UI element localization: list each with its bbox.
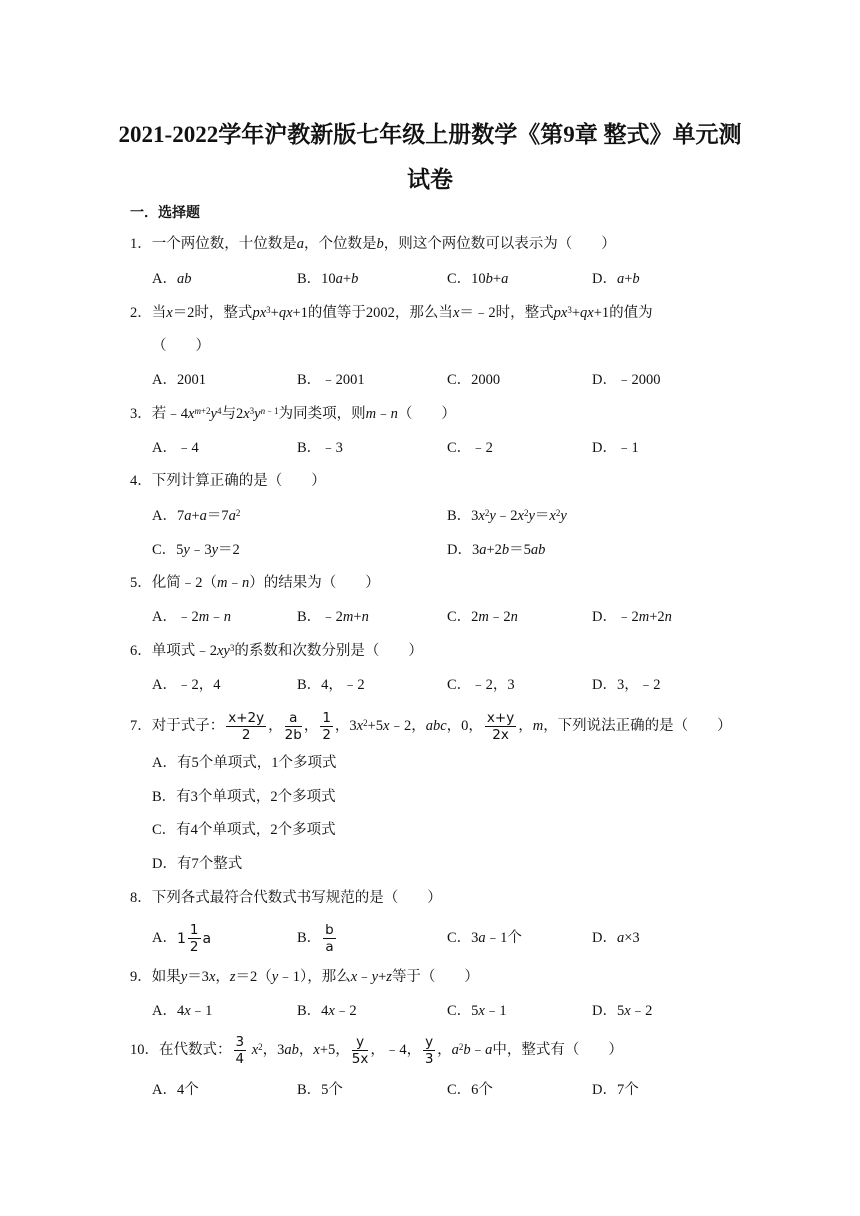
q6-option-a: A．﹣2，4	[152, 677, 221, 693]
q4-option-c: C．5y﹣3y＝2	[152, 542, 240, 558]
q2-option-c: C．2000	[447, 372, 501, 388]
q3-option-a: A．﹣4	[152, 440, 199, 456]
question-4: 4．下列计算正确的是（ ）	[130, 473, 326, 489]
q2-option-d: D．﹣2000	[592, 372, 661, 388]
q9-option-b: B．4x﹣2	[297, 1003, 357, 1019]
fraction-y-over-3: $\frac{y}{3}$	[424, 1034, 434, 1068]
section-heading: 一．选择题	[130, 206, 200, 221]
q9-option-a: A．4x﹣1	[152, 1003, 213, 1019]
q6-option-c: C．﹣2，3	[447, 677, 515, 693]
q10-option-d: D．7个	[592, 1082, 639, 1098]
q2-paren: （ ）	[152, 338, 210, 354]
q4-option-b: B．$3x^2y﹣2x^2y=x^2y$	[447, 508, 567, 524]
q5-option-c: C．2m﹣2n	[447, 609, 518, 625]
q9-option-d: D．5x﹣2	[592, 1003, 653, 1019]
q4-option-d: D．3a+2b＝5ab	[447, 542, 546, 558]
fraction-1-over-2: $\frac{1}{2}$	[322, 710, 331, 744]
question-8: 8．下列各式最符合代数式书写规范的是（ ）	[130, 890, 442, 906]
q1-option-c: C．10b+a	[447, 271, 509, 287]
q5-option-a: A．﹣2m﹣n	[152, 609, 231, 625]
q8-option-a: A．1 $\frac{1}{2}$ a	[152, 922, 212, 956]
fraction-1-over-2: $\frac{1}{2}$	[189, 922, 199, 956]
document-title-line1: 2021-2022学年沪教新版七年级上册数学《第9章 整式》单元测	[118, 122, 742, 147]
q3-option-c: C．﹣2	[447, 440, 493, 456]
q7-option-c: C．有4个单项式，2个多项式	[152, 822, 336, 838]
q3-option-b: B．﹣3	[297, 440, 343, 456]
question-3: 3．若$﹣4x^{m+2}y^4$与$2x^3y^{n﹣1}$为同类项，则m﹣n（ ）	[130, 406, 456, 422]
q9-option-c: C．5x﹣1	[447, 1003, 507, 1019]
q5-option-d: D．﹣2m+2n	[592, 609, 672, 625]
fraction-x-plus-2y-over-2: $\frac{x+2y}{2}$	[228, 710, 265, 744]
fraction-x-plus-y-over-2x: $\frac{x+y}{2x}$	[486, 710, 515, 744]
q10-option-a: A．4个	[152, 1082, 199, 1098]
fraction-a-over-2b: $\frac{a}{2b}$	[284, 710, 302, 744]
question-7: 7．对于式子： $\frac{x+2y}{2}$ ， $\frac{a}{2b}$ ， $\frac{1}{2}$ ，$3x^2+5x﹣2$，abc，0， $\frac{x+y}{2x}$ ，m，下列说法正确的是（ ）	[130, 710, 732, 744]
q10-option-b: B．5个	[297, 1082, 343, 1098]
q2-option-b: B．﹣2001	[297, 372, 365, 388]
question-9: 9．如果y＝3x，z＝2（y﹣1），那么x﹣y+z等于（ ）	[130, 969, 479, 985]
q2-option-a: A．2001	[152, 372, 206, 388]
q7-option-a: A．有5个单项式，1个多项式	[152, 755, 337, 771]
fraction-3-over-4: $\frac{3}{4}$	[235, 1034, 245, 1068]
question-6: 6．单项式$﹣2xy^3$的系数和次数分别是（ ）	[130, 643, 423, 659]
fraction-b-over-a: $\frac{b}{a}$	[325, 922, 334, 956]
question-2: 2．当x＝2时，整式$px^3+qx+1$的值等于2002，那么当x＝﹣2时，整式$px^3+qx+1$的值为	[130, 305, 653, 321]
q4-option-a: A．$7a+a=7a^2$	[152, 508, 241, 524]
q8-option-d: D．a×3	[592, 930, 640, 946]
q10-option-c: C．6个	[447, 1082, 493, 1098]
question-5: 5．化简﹣2（m﹣n）的结果为（ ）	[130, 575, 380, 591]
q1-option-a: A．ab	[152, 271, 192, 287]
q7-option-d: D．有7个整式	[152, 856, 243, 872]
question-10: 10．在代数式： $\frac{3}{4}$ $x^2$，3ab，x+5， $\frac{y}{5x}$ ，﹣4， $\frac{y}{3}$ ，$a^2b﹣a$中，整式有（ ）	[130, 1034, 623, 1068]
q8-option-c: C．3a﹣1个	[447, 930, 522, 946]
fraction-y-over-5x: $\frac{y}{5x}$	[351, 1034, 369, 1068]
q6-option-d: D．3，﹣2	[592, 677, 661, 693]
q3-option-d: D．﹣1	[592, 440, 639, 456]
q1-option-b: B．10a+b	[297, 271, 359, 287]
q5-option-b: B．﹣2m+n	[297, 609, 369, 625]
question-1: 1．一个两位数，十位数是a，个位数是b，则这个两位数可以表示为（ ）	[130, 236, 616, 252]
q7-option-b: B．有3个单项式，2个多项式	[152, 789, 336, 805]
document-title-line2: 试卷	[407, 167, 453, 192]
q1-option-d: D．a+b	[592, 271, 640, 287]
q8-option-b: B． $\frac{b}{a}$	[297, 922, 334, 956]
q6-option-b: B．4，﹣2	[297, 677, 365, 693]
